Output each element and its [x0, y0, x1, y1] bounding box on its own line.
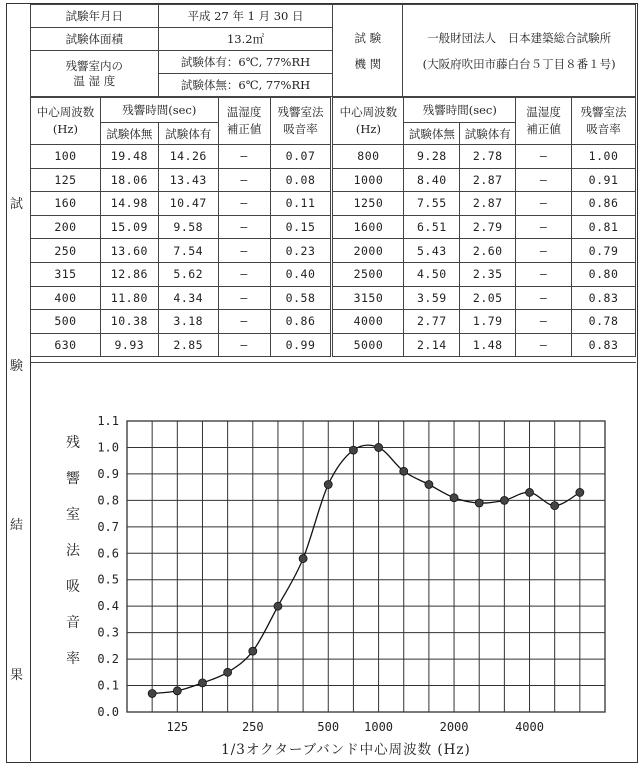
- right-abs-cell: 0.78: [572, 310, 636, 334]
- side-char-3: 結: [10, 518, 24, 533]
- left-corr-cell: —: [218, 145, 270, 169]
- climate-label-line-2: 温 湿 度: [73, 73, 116, 88]
- right-abs-cell: 0.79: [572, 239, 636, 263]
- y-tick-label: 0.9: [97, 466, 119, 481]
- left-abs-header: [270, 98, 332, 145]
- right-corr-cell: —: [516, 215, 572, 239]
- left-with-cell: 4.34: [158, 286, 218, 310]
- y-tick-label: 0.5: [97, 572, 119, 587]
- table-row: [31, 168, 636, 192]
- right-without-cell: 7.55: [404, 192, 460, 216]
- y-tick-label: 1.1: [97, 414, 119, 428]
- info-table: [30, 4, 636, 97]
- y-tick-label: 0.7: [97, 519, 119, 534]
- org-name: 一般財団法人 日本建築総合試験所: [427, 30, 612, 45]
- org-label: [333, 5, 403, 97]
- y-axis-label-char: 率: [66, 651, 80, 667]
- left-abs-cell: 0.86: [270, 310, 332, 334]
- left-without-cell: 9.93: [100, 333, 158, 357]
- y-axis-label-char: 吸: [66, 579, 80, 595]
- left-with-cell: 7.54: [158, 239, 218, 263]
- x-axis-label: 1/3オクターブバンド中心周波数 (Hz): [221, 742, 471, 758]
- right-abs-cell: 0.83: [572, 286, 636, 310]
- left-freq-header: [31, 98, 101, 145]
- right-with-cell: 2.79: [460, 215, 516, 239]
- right-corr-header: [516, 98, 572, 145]
- right-corr-cell: —: [516, 310, 572, 334]
- left-rt-header: 残響時間(sec): [100, 98, 218, 123]
- right-freq-cell: 1600: [332, 215, 404, 239]
- left-without-cell: 11.80: [100, 286, 158, 310]
- right-freq-header: [332, 98, 404, 145]
- left-freq-header-line-1: 中心周波数: [36, 105, 95, 119]
- left-abs-cell: 0.99: [270, 333, 332, 357]
- y-axis-label-char: 響: [66, 471, 80, 487]
- climate-with: 試験体有：6℃, 77%RH: [158, 51, 333, 74]
- right-corr-header-line-1: 温湿度: [526, 105, 561, 119]
- left-corr-cell: —: [218, 192, 270, 216]
- left-freq-cell: 315: [31, 262, 101, 286]
- left-freq-cell: 160: [31, 192, 101, 216]
- right-freq-cell: 5000: [332, 333, 404, 357]
- right-freq-header-line-1: 中心周波数: [339, 105, 398, 119]
- left-without-cell: 12.86: [100, 262, 158, 286]
- x-tick-label: 125: [166, 720, 189, 734]
- org-info: [403, 5, 636, 97]
- left-freq-cell: 630: [31, 333, 101, 357]
- right-without-cell: 2.14: [404, 333, 460, 357]
- right-corr-cell: —: [516, 286, 572, 310]
- org-label-line-2: 機 関: [354, 56, 382, 71]
- x-tick-label: 2000: [439, 720, 469, 734]
- right-without-cell: 5.43: [404, 239, 460, 263]
- left-freq-cell: 125: [31, 168, 101, 192]
- right-freq-cell: 1000: [332, 168, 404, 192]
- table-row: [31, 310, 636, 334]
- right-corr-header-line-2: 補正値: [526, 122, 561, 136]
- y-tick-label: 0.0: [97, 705, 119, 719]
- y-tick-label: 0.8: [97, 493, 119, 508]
- right-abs-header: [572, 98, 636, 145]
- right-abs-cell: 0.86: [572, 192, 636, 216]
- x-tick-label: 250: [241, 720, 264, 734]
- org-label-line-1: 試 験: [354, 30, 382, 45]
- right-freq-cell: 3150: [332, 286, 404, 310]
- right-abs-header-line-2: 吸音率: [586, 122, 621, 136]
- right-without-cell: 3.59: [404, 286, 460, 310]
- right-freq-cell: 2500: [332, 262, 404, 286]
- right-corr-cell: —: [516, 168, 572, 192]
- left-abs-cell: 0.40: [270, 262, 332, 286]
- right-with-header: 試験体有: [460, 123, 516, 145]
- left-corr-cell: —: [218, 333, 270, 357]
- table-row: [31, 333, 636, 357]
- area-value: 13.2㎡: [158, 28, 333, 51]
- right-freq-cell: 4000: [332, 310, 404, 334]
- table-row: [31, 145, 636, 169]
- left-corr-cell: —: [218, 310, 270, 334]
- left-abs-cell: 0.15: [270, 215, 332, 239]
- right-abs-cell: 0.81: [572, 215, 636, 239]
- right-without-cell: 6.51: [404, 215, 460, 239]
- area-label: 試験体面積: [31, 28, 159, 51]
- left-corr-cell: —: [218, 239, 270, 263]
- y-tick-label: 1.0: [97, 440, 119, 455]
- left-without-cell: 13.60: [100, 239, 158, 263]
- left-abs-header-line-1: 残響室法: [277, 105, 324, 119]
- right-abs-cell: 0.91: [572, 168, 636, 192]
- left-freq-cell: 500: [31, 310, 101, 334]
- right-corr-cell: —: [516, 145, 572, 169]
- left-abs-header-line-2: 吸音率: [283, 122, 318, 136]
- left-with-cell: 13.43: [158, 168, 218, 192]
- right-with-cell: 2.87: [460, 192, 516, 216]
- left-with-cell: 2.85: [158, 333, 218, 357]
- org-address: (大阪府吹田市藤白台５丁目８番１号): [422, 56, 616, 71]
- y-axis-label-char: 室: [66, 507, 80, 523]
- chart-section-top-border: [30, 362, 636, 363]
- right-with-cell: 1.48: [460, 333, 516, 357]
- left-abs-cell: 0.23: [270, 239, 332, 263]
- left-without-cell: 18.06: [100, 168, 158, 192]
- climate-label: [31, 51, 159, 97]
- left-with-cell: 10.47: [158, 192, 218, 216]
- table-row: [31, 262, 636, 286]
- y-tick-label: 0.1: [97, 678, 119, 693]
- left-corr-cell: —: [218, 215, 270, 239]
- table-row: [31, 215, 636, 239]
- y-tick-label: 0.4: [97, 599, 119, 614]
- climate-without: 試験体無：6℃, 77%RH: [158, 74, 333, 97]
- left-corr-cell: —: [218, 168, 270, 192]
- left-corr-header-line-2: 補正値: [226, 122, 262, 136]
- right-without-cell: 9.28: [404, 145, 460, 169]
- right-abs-cell: 0.83: [572, 333, 636, 357]
- left-abs-cell: 0.58: [270, 286, 332, 310]
- right-with-cell: 2.78: [460, 145, 516, 169]
- left-freq-header-line-2: (Hz): [52, 122, 78, 136]
- right-without-cell: 8.40: [404, 168, 460, 192]
- right-rt-header: 残響時間(sec): [404, 98, 516, 123]
- right-abs-cell: 0.80: [572, 262, 636, 286]
- right-freq-header-line-2: (Hz): [355, 122, 381, 136]
- date-label: 試験年月日: [31, 5, 159, 28]
- right-with-cell: 1.79: [460, 310, 516, 334]
- right-with-cell: 2.05: [460, 286, 516, 310]
- date-value: 平成 27 年 1 月 30 日: [158, 5, 333, 28]
- y-axis-label-char: 残: [66, 435, 80, 451]
- left-abs-cell: 0.07: [270, 145, 332, 169]
- left-corr-cell: —: [218, 286, 270, 310]
- table-row: [31, 286, 636, 310]
- y-tick-label: 0.2: [97, 652, 119, 667]
- right-corr-cell: —: [516, 262, 572, 286]
- right-abs-header-line-1: 残響室法: [580, 105, 627, 119]
- right-corr-cell: —: [516, 192, 572, 216]
- left-corr-cell: —: [218, 262, 270, 286]
- left-with-cell: 14.26: [158, 145, 218, 169]
- right-without-cell: 2.77: [404, 310, 460, 334]
- left-freq-cell: 200: [31, 215, 101, 239]
- left-abs-cell: 0.08: [270, 168, 332, 192]
- left-with-cell: 3.18: [158, 310, 218, 334]
- left-corr-header-line-1: 温湿度: [226, 105, 262, 119]
- left-without-header: 試験体無: [100, 123, 158, 145]
- y-axis-label-char: 法: [66, 543, 80, 559]
- left-without-cell: 19.48: [100, 145, 158, 169]
- left-with-cell: 5.62: [158, 262, 218, 286]
- table-row: [31, 239, 636, 263]
- left-without-cell: 14.98: [100, 192, 158, 216]
- data-table: [30, 97, 636, 357]
- x-tick-label: 4000: [515, 720, 544, 734]
- right-without-header: 試験体無: [404, 123, 460, 145]
- left-abs-cell: 0.11: [270, 192, 332, 216]
- right-with-cell: 2.87: [460, 168, 516, 192]
- side-char-2: 験: [10, 359, 24, 374]
- climate-label-line-1: 残響室内の: [65, 58, 124, 73]
- right-freq-cell: 800: [332, 145, 404, 169]
- left-corr-header: [218, 98, 270, 145]
- x-tick-label: 500: [317, 720, 340, 734]
- right-corr-cell: —: [516, 333, 572, 357]
- right-corr-cell: —: [516, 239, 572, 263]
- side-char-4: 果: [10, 668, 24, 683]
- left-without-cell: 10.38: [100, 310, 158, 334]
- right-abs-cell: 1.00: [572, 145, 636, 169]
- left-with-cell: 9.58: [158, 215, 218, 239]
- right-without-cell: 4.50: [404, 262, 460, 286]
- left-freq-cell: 100: [31, 145, 101, 169]
- y-tick-label: 0.6: [97, 546, 119, 561]
- right-freq-cell: 1250: [332, 192, 404, 216]
- left-without-cell: 15.09: [100, 215, 158, 239]
- right-with-cell: 2.60: [460, 239, 516, 263]
- table-row: [31, 192, 636, 216]
- right-with-cell: 2.35: [460, 262, 516, 286]
- y-axis-label-char: 音: [66, 615, 80, 631]
- y-tick-label: 0.3: [97, 625, 119, 640]
- left-freq-cell: 250: [31, 239, 101, 263]
- left-with-header: 試験体有: [158, 123, 218, 145]
- side-char-1: 試: [10, 197, 24, 212]
- right-freq-cell: 2000: [332, 239, 404, 263]
- x-tick-label: 1000: [364, 720, 394, 734]
- left-freq-cell: 400: [31, 286, 101, 310]
